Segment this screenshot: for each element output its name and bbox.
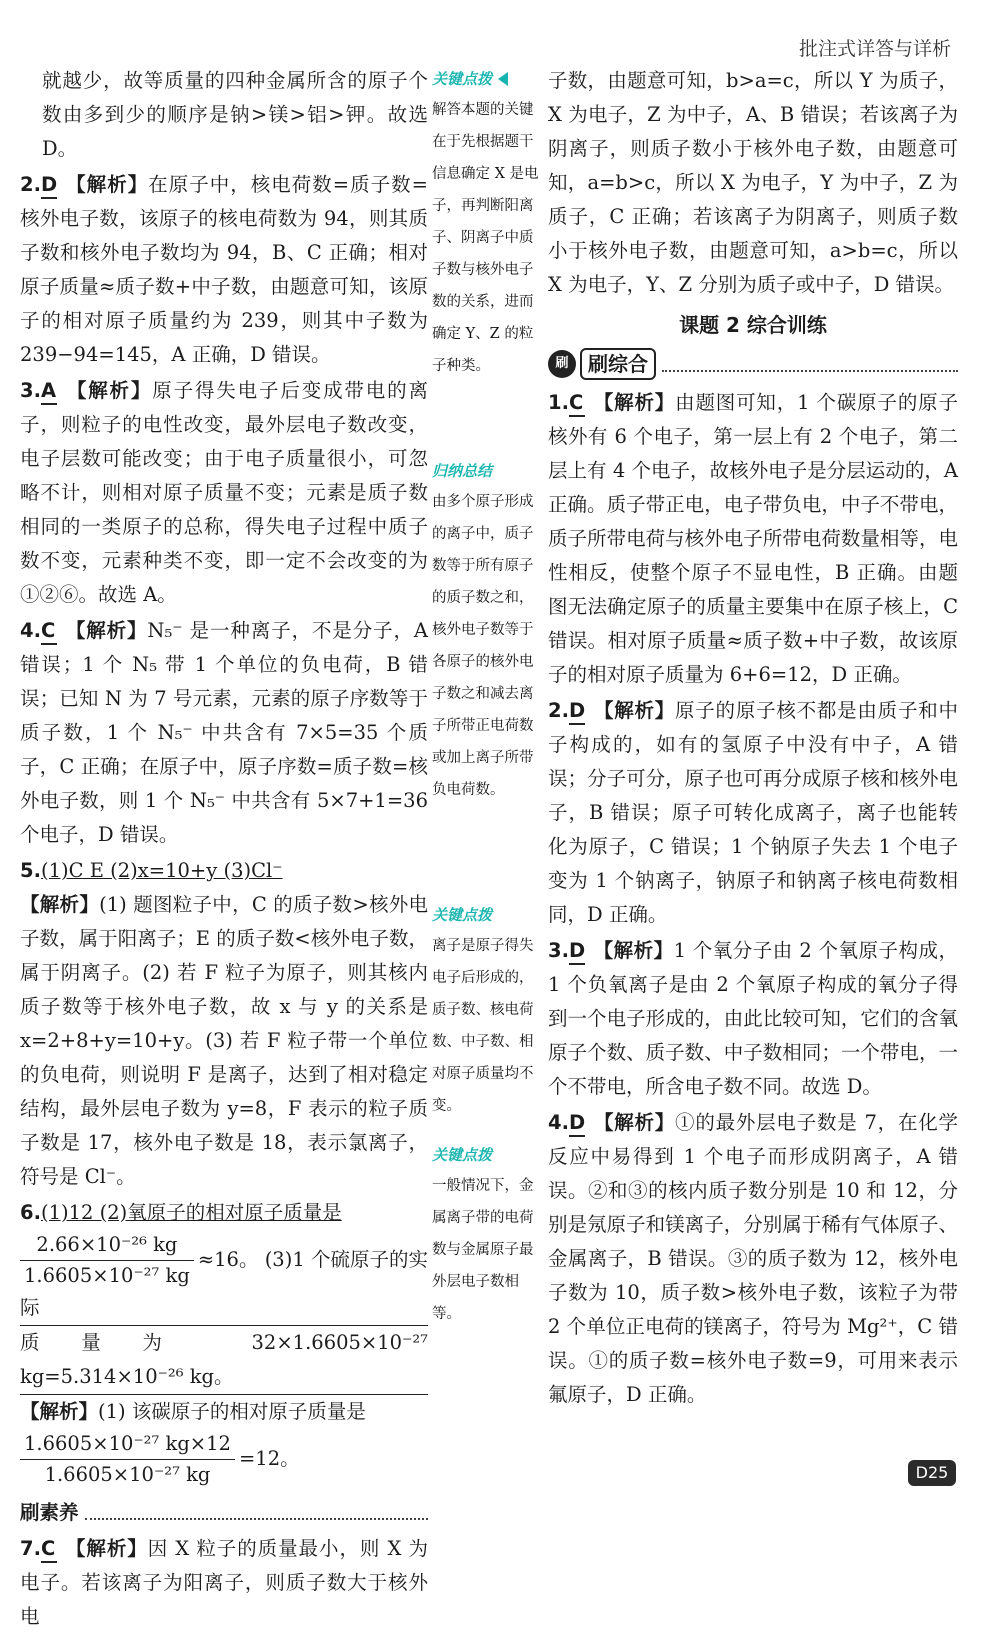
analysis-tag: 【解析】 (592, 391, 676, 414)
note-title-text: 关键点拨 (432, 906, 493, 924)
right-q3 (548, 934, 958, 1104)
right-q2 (548, 694, 958, 932)
answer: C (41, 619, 57, 645)
fraction-numerator: 1.6605×10⁻²⁷ kg×12 (20, 1429, 235, 1460)
analysis-tag: 【解析】 (593, 1111, 676, 1134)
q-number: 3. (548, 939, 569, 962)
analysis-text: 1 个氧分子由 2 个氧原子构成，1 个负氧离子是由 2 个氧原子构成的氧分子得到一个电子形成的，由此比较可知，它们的含氧原子个数、质子数、中子数相同；一个带电，一个不带电，所含电子数不同。故选 D。 (548, 939, 958, 1098)
answer: D (41, 173, 57, 199)
analysis-text: (1) 题图粒子中，C 的质子数>核外电子数，属于阳离子；E 的质子数<核外电子数，属于阴离子。(2) 若 F 粒子为原子，则其核内质子数等于核外电子数，故 x 与 y 的关系是 x=2+8+y=10+y。(3) 若 F 粒子带一个单位的负电荷，则说明 F 是离子，达到了相对稳定结构，最外层电子数为 y=8，F 表示的粒子质子数是 17，核外电子数是 18，表示氯离子，符号是 Cl⁻。 (20, 893, 428, 1188)
page-header: 批注式详答与详析 (798, 38, 951, 60)
note-text: 由多个原子形成的离子中，质子数等于所有原子的质子数之和，核外电子数等于各原子的核外电子数之和减去离子所带正电荷数或加上离子所带负电荷数。 (432, 494, 534, 798)
section-title: 课题 2 综合训练 (679, 313, 827, 337)
note-title-text: 归纳总结 (432, 462, 493, 480)
left-q7 (20, 1532, 428, 1634)
analysis-tag: 【解析】 (64, 379, 153, 402)
analysis-tag: 【解析】 (64, 1537, 148, 1560)
q-number: 4. (20, 619, 41, 642)
answer-part3: 质量为 32×1.6605×10⁻²⁷ kg=5.314×10⁻²⁶ kg。 (20, 1326, 428, 1395)
fraction (20, 1230, 194, 1291)
note-text: 解答本题的关键在于先根据题干信息确定 X 是电子，再判断阳离子、阴离子中质子数与核外电子数的关系，进而确定 Y、Z 的粒子种类。 (432, 102, 539, 374)
answer: D (569, 1111, 585, 1137)
fraction-numerator: 2.66×10⁻²⁶ kg (20, 1230, 194, 1261)
analysis-tag: 【解析】 (64, 619, 148, 642)
analysis-text: 原子得失电子后变成带电的离子，则粒子的电性改变，最外层电子数改变，电子层数可能改变；由于电子质量很小，可忽略不计，则相对原子质量不变；元素是质子数相同的一类原子的总称，得失电子过程中质子数不变，元素种类不变，即一定不会改变的为①②⑥。故选 A。 (20, 379, 428, 606)
answer: D (569, 699, 585, 725)
note-title (432, 1140, 540, 1170)
fraction (20, 1429, 235, 1490)
analysis-tag: 【解析】 (65, 173, 149, 196)
left-q2 (20, 168, 428, 372)
q-number: 7. (20, 1537, 41, 1560)
analysis-tag: 【解析】 (20, 1400, 99, 1423)
answer: (1)C E (2)x=10+y (3)Cl⁻ (40, 859, 283, 882)
q-number: 2. (20, 173, 41, 196)
left-continuation: 就越少，故等质量的四种金属所含的原子个数由多到少的顺序是钠>镁>铝>钾。故选 D。 (42, 69, 428, 160)
q-number: 5. (20, 859, 41, 882)
subhead-label: 刷素养 (20, 1501, 79, 1524)
dotted-divider (662, 356, 958, 372)
analysis-text: 原子的原子核不都是由质子和中子构成的，如有的氢原子中没有中子，A 错误；分子可分，原子也可再分成原子核和核外电子，B 错误；原子可转化成离子，离子也能转化为原子，C 错误；1 个钠原子失去 1 个电子变为 1 个钠离子，钠原子和钠离子核电荷数相同，D 正确。 (548, 699, 958, 926)
answer: D (569, 939, 585, 965)
analysis-text: N₅⁻ 是一种离子，不是分子，A 错误；1 个 N₅ 带 1 个单位的负电荷，B 错误；已知 N 为 7 号元素，元素的原子序数等于质子数，1 个 N₅⁻ 中共含有 7×5=35 个质子，C 正确；在原子中，原子序数=质子数=核外电子数，则 1 个 N₅⁻ 中共含有 5×7+1=36 个电子，D 错误。 (20, 619, 428, 846)
analysis-tag: 【解析】 (20, 893, 100, 916)
analysis-tag: 【解析】 (593, 939, 674, 962)
left-column (20, 64, 428, 1634)
left-q4 (20, 614, 428, 852)
analysis-fraction-line (20, 1429, 428, 1490)
answer: C (569, 391, 585, 417)
analysis-text: 因 X 粒子的质量最小，则 X 为电子。若该离子为阳离子，则质子数大于核外电 (20, 1537, 428, 1628)
note-text: 离子是原子得失电子后形成的，质子数、核电荷数、中子数、相对原子质量均不变。 (432, 938, 534, 1114)
right-q1 (548, 386, 958, 692)
brush-icon (548, 350, 576, 378)
q-number: 1. (548, 391, 569, 414)
note-title (432, 900, 540, 930)
left-q6 (20, 1196, 428, 1490)
answer: A (41, 379, 57, 405)
answer: C (41, 1537, 57, 1563)
section-banner (548, 348, 958, 380)
analysis-text: (1) 该碳原子的相对原子质量是 (98, 1400, 366, 1423)
q-number: 2. (548, 699, 569, 722)
answer-part2: ≈16。 (3)1 个硫原子的实际 (20, 1248, 428, 1319)
q-number: 3. (20, 379, 41, 402)
note-title (432, 456, 540, 486)
fraction-denominator: 1.6605×10⁻²⁷ kg (24, 1264, 190, 1287)
pointer-triangle-icon (498, 72, 508, 86)
note-title-text: 关键点拨 (432, 1146, 493, 1164)
q-number: 6. (20, 1201, 41, 1224)
right-continuation: 子数，由题意可知，b>a=c，所以 Y 为质子，X 为电子，Z 为中子，A、B 错误；若该离子为阴离子，则质子数小于核外电子数，由题意可知，a=b>c，所以 X 为电子，Y 为中子，Z 为质子，C 正确；若该离子为阴离子，则质子数小于核外电子数，由题意可知，a>b=c，所以 X 为电子，Y、Z 分别为质子或中子，D 错误。 (548, 69, 958, 296)
analysis-tag: 【解析】 (593, 699, 676, 722)
margin-note-4 (432, 1140, 540, 1330)
right-q4 (548, 1106, 958, 1412)
dotted-divider (85, 1506, 428, 1520)
analysis-text: 由题图可知，1 个碳原子的原子核外有 6 个电子，第一层上有 2 个电子，第二层上有 4 个电子，故核外电子是分层运动的，A 正确。质子带正电，电子带负电，中子不带电，质子所带电荷与核外电子所带电荷数量相等，电性相反，使整个原子不显电性，B 正确。由题图无法确定原子的质量主要集中在原子核上，C 错误。相对原子质量≈质子数+中子数，故该原子的相对原子质量为 6+6=12，D 正确。 (548, 391, 958, 686)
note-text: 一般情况下，金属离子带的电荷数与金属原子最外层电子数相等。 (432, 1178, 534, 1322)
answer-part1: (1)12 (2)氧原子的相对原子质量是 (40, 1201, 342, 1224)
analysis-text: ①的最外层电子数是 7，在化学反应中易得到 1 个电子而形成阴离子，A 错误。②和③的核内质子数分别是 10 和 12，分别是氖原子和镁离子，分别属于稀有气体原子、金属离子，B 错误。③的质子数为 12，核外电子数为 10，质子数>核外电子数，该粒子为带 2 个单位正电荷的镁离子，符号为 Mg²⁺，C 错误。①的质子数=核外电子数=9，可用来表示氟原子，D 正确。 (548, 1111, 958, 1406)
answer-fraction-line (20, 1230, 428, 1326)
left-q5 (20, 854, 428, 1194)
right-column (548, 64, 958, 1412)
left-q3 (20, 374, 428, 612)
fraction-result: =12。 (238, 1447, 300, 1470)
fraction-denominator: 1.6605×10⁻²⁷ kg (44, 1463, 211, 1486)
subhead-suyang (20, 1496, 428, 1530)
q-number: 4. (548, 1111, 569, 1134)
margin-note-1 (432, 64, 540, 382)
analysis-text: 在原子中，核电荷数=质子数=核外电子数，该原子的核电荷数为 94，则其质子数和核外电子数均为 94，B、C 正确；相对原子质量≈质子数+中子数，由题意可知，该原子的相对原子质量约为 239，则其中子数为 239−94=145，A 正确，D 错误。 (20, 173, 428, 366)
margin-note-3 (432, 900, 540, 1122)
margin-note-2 (432, 456, 540, 806)
banner-label: 刷综合 (580, 348, 656, 380)
note-title (432, 64, 540, 94)
brush-icon-glyph: 刷 (555, 356, 569, 371)
note-title-text: 关键点拨 (432, 70, 493, 88)
page-number: D25 (908, 1460, 956, 1486)
